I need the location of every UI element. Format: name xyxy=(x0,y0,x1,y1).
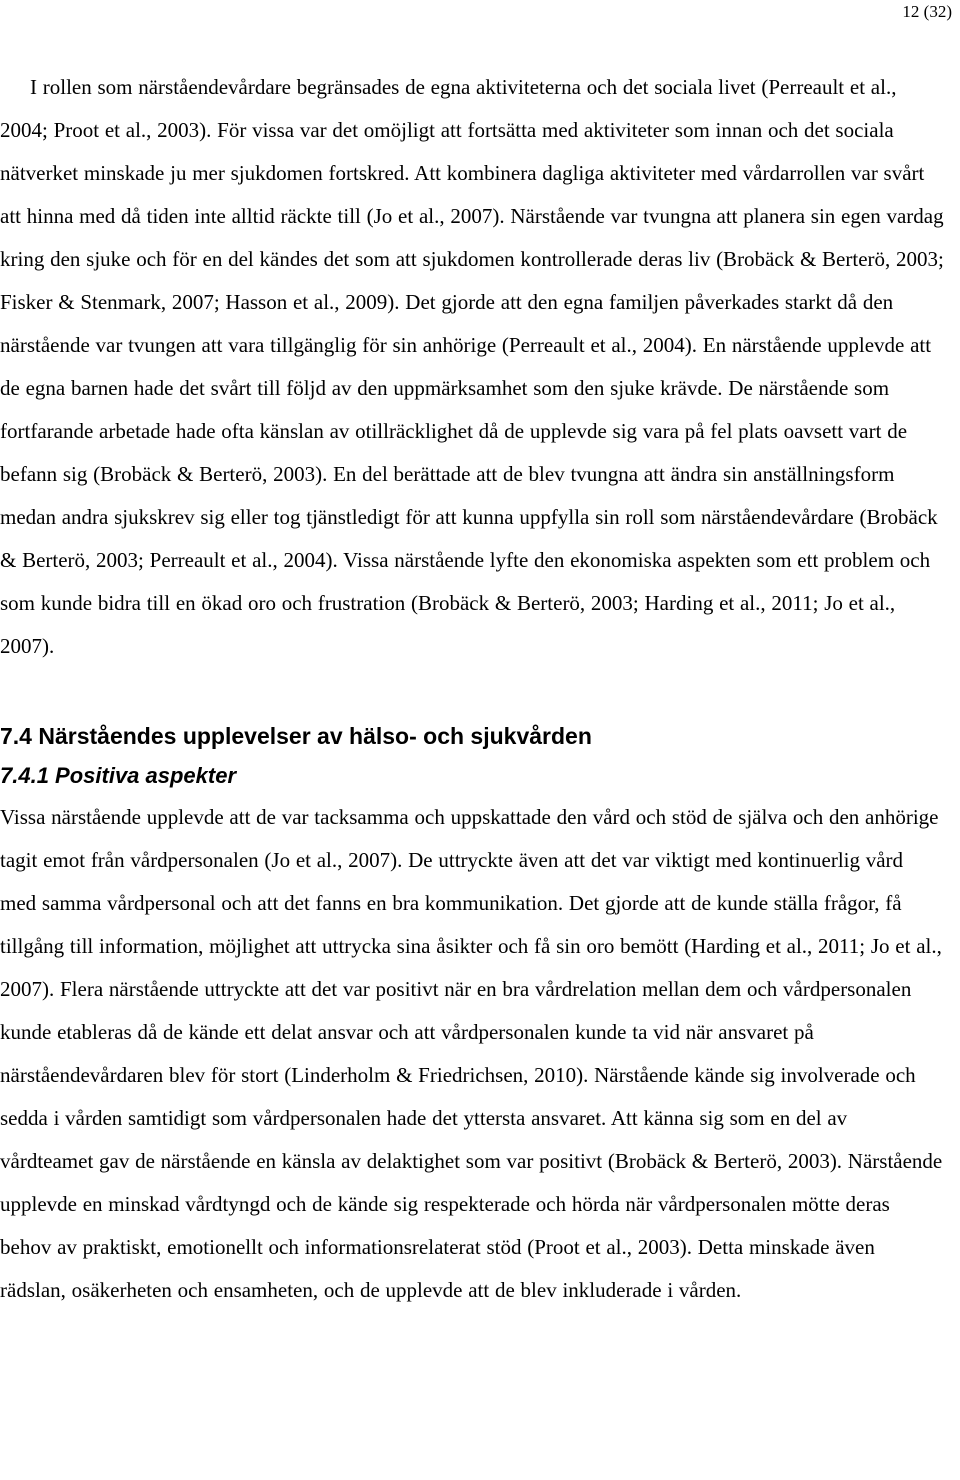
section-spacer xyxy=(0,668,944,716)
body-paragraph: Vissa närstående upplevde att de var tacksamma och uppskattade den vård och stöd de själva och den anhörige tagit emot från vårdpersonalen (Jo et al., 2007). De uttryckte även att det var viktigt med kontinuerlig vård med samma vårdpersonal och att det fanns en bra kommunikation. Det gjorde att de kunde ställa frågor, få tillgång till information, möjlighet att uttrycka sina åsikter och få sin oro bemött (Harding et al., 2011; Jo et al., 2007). Flera närstående uttryckte att det var positivt när en bra vårdrelation mellan dem och vårdpersonalen kunde etableras då de kände ett delat ansvar och att vårdpersonalen kunde ta vid när ansvaret på närståendevårdaren blev för stort (Linderholm & Friedrichsen, 2010). Närstående kände sig involverade och sedda i vården samtidigt som vårdpersonalen hade det yttersta ansvaret. Att känna sig som en del av vårdteamet gav de närstående en känsla av delaktighet som var positivt (Brobäck & Berterö, 2003). Närstående upplevde en minskad vårdtyngd och de kände sig respekterade och hörda när vårdpersonalen mötte deras behov av praktiskt, emotionellt och informationsrelaterat stöd (Proot et al., 2003). Detta minskade även rädslan, osäkerheten och ensamheten, och de upplevde att de blev inkluderade i vården. xyxy=(0,805,943,1302)
body-paragraph: I rollen som närståendevårdare begränsades de egna aktiviteterna och det sociala livet (Perreault et al., 2004; Proot et al., 2003). För vissa var det omöjligt att fortsätta med aktiviteter som innan och det sociala nätverket minskade ju mer sjukdomen fortskred. Att kombinera dagliga aktiviteter med vårdarrollen var svårt att hinna med då tiden inte alltid räckte till (Jo et al., 2007). Närstående var tvungna att planera sin egen vardag kring den sjuke och för en del kändes det som att sjukdomen kontrollerade deras liv (Brobäck & Berterö, 2003; Fisker & Stenmark, 2007; Hasson et al., 2009). Det gjorde att den egna familjen påverkades starkt då den närstående var tvungen att vara tillgänglig för sin anhörige (Perreault et al., 2004). En närstående upplevde att de egna barnen hade det svårt till följd av den uppmärksamhet som den sjuke krävde. De närstående som fortfarande arbetade hade ofta känslan av otillräcklighet då de upplevde sig vara på fel plats oavsett vart de befann sig (Brobäck & Berterö, 2003). En del berättade att de blev tvungna att ändra sin anställningsform medan andra sjukskrev sig eller tog tjänstledigt för att kunna uppfylla sin roll som närståendevårdare (Brobäck & Berterö, 2003; Perreault et al., 2004). Vissa närstående lyfte den ekonomiska aspekten som ett problem och som kunde bidra till en ökad oro och frustration (Brobäck & Berterö, 2003; Harding et al., 2011; Jo et al., 2007). xyxy=(0,75,944,658)
page-content xyxy=(0,66,944,1312)
subsection-heading: 7.4.1 Positiva aspekter xyxy=(0,763,237,788)
section-heading: 7.4 Närståendes upplevelser av hälso- och sjukvården xyxy=(0,723,592,749)
page-number: 12 (32) xyxy=(902,2,952,21)
